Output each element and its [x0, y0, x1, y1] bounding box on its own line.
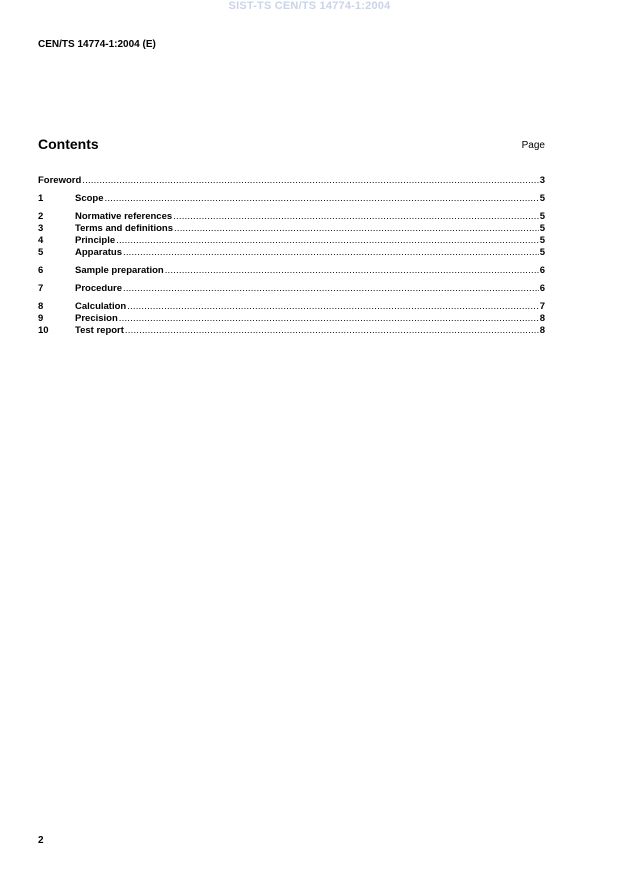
toc-dot-leader	[82, 175, 538, 187]
toc-entry-number: 1	[38, 193, 44, 204]
page-column-heading: Page	[521, 140, 545, 151]
toc-entry-page: 6	[539, 283, 545, 294]
toc-entry-title: Scope	[75, 193, 104, 204]
toc-entry-apparatus[interactable]	[38, 247, 545, 259]
toc-dot-leader	[123, 283, 539, 295]
toc-entry-title: Normative references	[75, 211, 173, 222]
toc-entry-title: Apparatus	[75, 247, 122, 258]
toc-entry-procedure[interactable]	[38, 283, 545, 295]
contents-title: Contents	[38, 136, 99, 152]
toc-entry-calculation[interactable]	[38, 301, 545, 313]
toc-entry-title: Calculation	[75, 301, 127, 312]
watermark: SIST-TS CEN/TS 14774-1:2004	[228, 0, 391, 12]
toc-entry-principle[interactable]	[38, 235, 545, 247]
toc-dot-leader	[123, 247, 539, 259]
toc-entry-foreword[interactable]	[38, 175, 545, 187]
toc-entry-page: 5	[539, 247, 545, 258]
toc-entry-title: Precision	[75, 313, 118, 324]
toc-entry-title: Sample preparation	[75, 265, 164, 276]
toc-entry-number: 9	[38, 313, 44, 324]
toc-entry-page: 7	[539, 301, 545, 312]
page-number: 2	[38, 835, 44, 846]
toc-entry-number: 3	[38, 223, 44, 234]
toc-entry-page: 3	[539, 175, 545, 186]
toc-entry-page: 5	[539, 211, 545, 222]
toc-entry-number: 10	[38, 325, 49, 336]
toc-entry-test-report[interactable]	[38, 325, 545, 337]
toc-entry-terms-and-definitions[interactable]	[38, 223, 545, 235]
toc-entry-title: Terms and definitions	[75, 223, 174, 234]
toc-entry-number: 5	[38, 247, 44, 258]
document-id: CEN/TS 14774-1:2004 (E)	[38, 39, 156, 50]
toc-entry-number: 4	[38, 235, 44, 246]
toc-entry-precision[interactable]	[38, 313, 545, 325]
toc-dot-leader	[173, 211, 539, 223]
toc-entry-page: 5	[539, 193, 545, 204]
toc-entry-sample-preparation[interactable]	[38, 265, 545, 277]
toc-entry-page: 5	[539, 235, 545, 246]
toc-entry-title: Test report	[75, 325, 124, 336]
toc-entry-scope[interactable]	[38, 193, 545, 205]
toc-dot-leader	[174, 223, 539, 235]
toc-entry-title: Procedure	[75, 283, 122, 294]
table-of-contents	[38, 175, 545, 337]
toc-entry-title: Foreword	[38, 175, 82, 186]
toc-entry-number: 6	[38, 265, 44, 276]
toc-entry-page: 5	[539, 223, 545, 234]
toc-dot-leader	[105, 193, 539, 205]
toc-dot-leader	[119, 313, 539, 325]
toc-entry-page: 8	[539, 325, 545, 336]
toc-dot-leader	[116, 235, 539, 247]
toc-entry-page: 6	[539, 265, 545, 276]
toc-entry-title: Principle	[75, 235, 116, 246]
toc-entry-number: 7	[38, 283, 44, 294]
toc-entry-page: 8	[539, 313, 545, 324]
toc-entry-number: 8	[38, 301, 44, 312]
toc-dot-leader	[165, 265, 539, 277]
toc-entry-number: 2	[38, 211, 44, 222]
toc-entry-normative-references[interactable]	[38, 211, 545, 223]
toc-dot-leader	[125, 325, 539, 337]
toc-dot-leader	[127, 301, 539, 313]
